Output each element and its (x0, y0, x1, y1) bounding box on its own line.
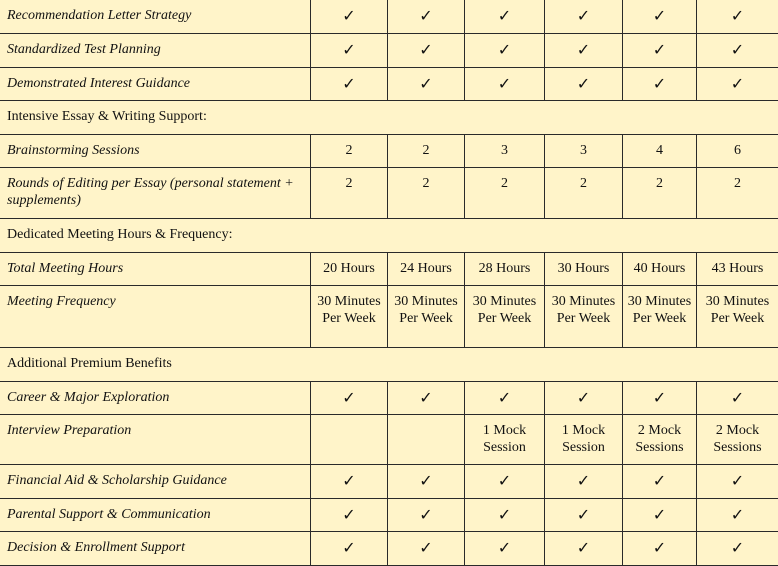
table-row (0, 34, 778, 68)
cell-value: 2 (545, 168, 623, 219)
cell-value: 2 (311, 168, 388, 219)
check-icon: ✓ (465, 498, 545, 532)
check-icon: ✓ (545, 381, 623, 415)
cell-value: 2 (623, 168, 697, 219)
check-icon: ✓ (545, 465, 623, 499)
check-icon: ✓ (465, 34, 545, 68)
check-icon: ✓ (697, 67, 778, 101)
check-icon: ✓ (623, 34, 697, 68)
check-icon: ✓ (311, 67, 388, 101)
cell-value: 43 Hours (697, 252, 778, 286)
check-icon: ✓ (623, 381, 697, 415)
check-icon: ✓ (697, 34, 778, 68)
check-icon: ✓ (545, 67, 623, 101)
check-icon: ✓ (388, 67, 465, 101)
row-label-financial-aid: Financial Aid & Scholarship Guidance (0, 465, 311, 499)
check-icon: ✓ (311, 532, 388, 566)
table-row (0, 465, 778, 499)
table-row (0, 532, 778, 566)
row-label-career: Career & Major Exploration (0, 381, 311, 415)
check-icon: ✓ (697, 532, 778, 566)
cell-value: 40 Hours (623, 252, 697, 286)
section-row (0, 219, 778, 253)
cell-value (388, 415, 465, 465)
cell-value: 3 (545, 134, 623, 168)
cell-value: 2 (697, 168, 778, 219)
check-icon: ✓ (623, 67, 697, 101)
check-icon: ✓ (697, 498, 778, 532)
cell-value: 30 Hours (545, 252, 623, 286)
check-icon: ✓ (388, 498, 465, 532)
cell-value: 20 Hours (311, 252, 388, 286)
cell-value (311, 415, 388, 465)
table-row (0, 168, 778, 219)
table-row (0, 498, 778, 532)
check-icon: ✓ (388, 34, 465, 68)
row-label-parental: Parental Support & Communication (0, 498, 311, 532)
row-label-decision: Decision & Enrollment Support (0, 532, 311, 566)
table-row (0, 286, 778, 348)
table-row (0, 381, 778, 415)
cell-value: 2 Mock Sessions (697, 415, 778, 465)
cell-value: 30 Minutes Per Week (311, 286, 388, 348)
check-icon: ✓ (545, 0, 623, 34)
cell-value: 28 Hours (465, 252, 545, 286)
row-label-total-hours: Total Meeting Hours (0, 252, 311, 286)
check-icon: ✓ (388, 465, 465, 499)
cell-value: 2 Mock Sessions (623, 415, 697, 465)
row-label-recommendation: Recommendation Letter Strategy (0, 0, 311, 34)
check-icon: ✓ (311, 381, 388, 415)
check-icon: ✓ (623, 465, 697, 499)
check-icon: ✓ (545, 498, 623, 532)
cell-value: 24 Hours (388, 252, 465, 286)
check-icon: ✓ (311, 465, 388, 499)
table-row (0, 0, 778, 34)
check-icon: ✓ (311, 498, 388, 532)
cell-value: 2 (311, 134, 388, 168)
cell-value: 2 (465, 168, 545, 219)
row-label-brainstorming: Brainstorming Sessions (0, 134, 311, 168)
check-icon: ✓ (465, 67, 545, 101)
row-label-demonstrated-interest: Demonstrated Interest Guidance (0, 67, 311, 101)
check-icon: ✓ (465, 0, 545, 34)
section-heading-essay: Intensive Essay & Writing Support: (0, 101, 778, 135)
row-label-test-planning: Standardized Test Planning (0, 34, 311, 68)
check-icon: ✓ (465, 532, 545, 566)
check-icon: ✓ (388, 0, 465, 34)
check-icon: ✓ (545, 34, 623, 68)
table-row (0, 252, 778, 286)
cell-value: 1 Mock Session (465, 415, 545, 465)
table-row (0, 67, 778, 101)
section-heading-premium: Additional Premium Benefits (0, 348, 778, 382)
check-icon: ✓ (623, 498, 697, 532)
check-icon: ✓ (388, 532, 465, 566)
check-icon: ✓ (465, 381, 545, 415)
check-icon: ✓ (388, 381, 465, 415)
check-icon: ✓ (623, 0, 697, 34)
cell-value: 4 (623, 134, 697, 168)
cell-value: 30 Minutes Per Week (388, 286, 465, 348)
row-label-interview: Interview Preparation (0, 415, 311, 465)
table-row (0, 415, 778, 465)
section-row (0, 348, 778, 382)
cell-value: 30 Minutes Per Week (465, 286, 545, 348)
check-icon: ✓ (697, 0, 778, 34)
row-label-editing-rounds: Rounds of Editing per Essay (personal statement + supplements) (0, 168, 311, 219)
check-icon: ✓ (623, 532, 697, 566)
check-icon: ✓ (697, 465, 778, 499)
check-icon: ✓ (311, 0, 388, 34)
cell-value: 30 Minutes Per Week (623, 286, 697, 348)
section-row (0, 101, 778, 135)
check-icon: ✓ (465, 465, 545, 499)
cell-value: 30 Minutes Per Week (697, 286, 778, 348)
cell-value: 2 (388, 168, 465, 219)
cell-value: 30 Minutes Per Week (545, 286, 623, 348)
check-icon: ✓ (697, 381, 778, 415)
cell-value: 6 (697, 134, 778, 168)
cell-value: 3 (465, 134, 545, 168)
table-row (0, 134, 778, 168)
cell-value: 2 (388, 134, 465, 168)
check-icon: ✓ (545, 532, 623, 566)
cell-value: 1 Mock Session (545, 415, 623, 465)
row-label-meeting-frequency: Meeting Frequency (0, 286, 311, 348)
check-icon: ✓ (311, 34, 388, 68)
section-heading-meeting: Dedicated Meeting Hours & Frequency: (0, 219, 778, 253)
